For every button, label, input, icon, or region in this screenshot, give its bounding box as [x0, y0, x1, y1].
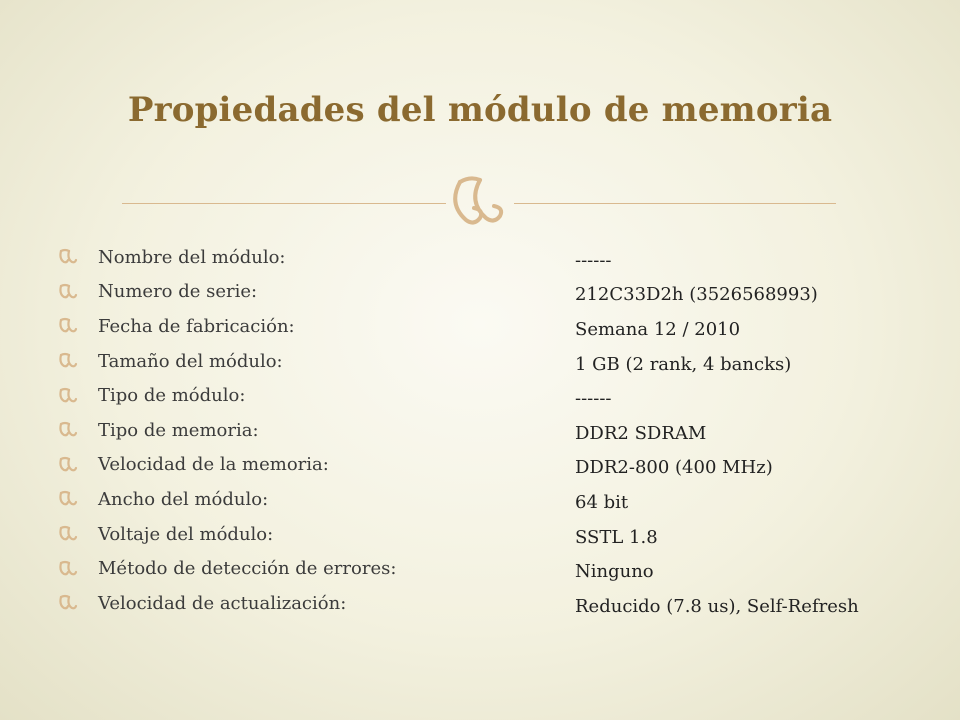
list-item	[58, 482, 396, 517]
property-label: Fecha de fabricación:	[98, 315, 295, 337]
property-label: Velocidad de la memoria:	[98, 454, 329, 476]
list-item	[58, 378, 396, 413]
slide-title: Propiedades del módulo de memoria	[127, 90, 833, 130]
property-label-list	[58, 240, 396, 621]
double-scroll-bullet-icon	[58, 456, 98, 474]
property-value: 212C33D2h (3526568993)	[575, 284, 818, 306]
double-scroll-bullet-icon	[58, 594, 98, 612]
property-label: Ancho del módulo:	[98, 488, 269, 510]
property-label: Velocidad de actualización:	[98, 592, 347, 614]
double-scroll-bullet-icon	[58, 421, 98, 439]
double-scroll-bullet-icon	[58, 352, 98, 370]
property-label: Tipo de módulo:	[98, 385, 246, 407]
list-item	[58, 517, 396, 552]
property-label: Voltaje del módulo:	[98, 523, 274, 545]
double-scroll-bullet-icon	[58, 283, 98, 301]
property-value: ------	[575, 388, 612, 410]
property-value: Reducido (7.8 us), Self-Refresh	[575, 595, 859, 617]
list-item	[58, 344, 396, 379]
list-item	[58, 551, 396, 586]
property-label: Nombre del módulo:	[98, 246, 286, 268]
divider-line-left	[122, 203, 446, 204]
property-value: ------	[575, 249, 612, 271]
double-scroll-bullet-icon	[58, 560, 98, 578]
property-value: SSTL 1.8	[575, 526, 658, 548]
property-value: Ninguno	[575, 561, 654, 583]
list-item	[58, 413, 396, 448]
property-value: 64 bit	[575, 491, 629, 513]
list-item	[58, 586, 396, 621]
divider-line-right	[514, 203, 836, 204]
property-label: Método de detección de errores:	[98, 558, 397, 580]
double-scroll-bullet-icon	[58, 317, 98, 335]
list-item	[58, 275, 396, 310]
scroll-ornament-icon	[446, 172, 514, 226]
property-value: Semana 12 / 2010	[575, 318, 741, 340]
list-item	[58, 309, 396, 344]
property-value-list	[575, 243, 859, 624]
double-scroll-bullet-icon	[58, 525, 98, 543]
property-label: Numero de serie:	[98, 281, 258, 303]
list-item	[58, 240, 396, 275]
property-value: DDR2-800 (400 MHz)	[575, 457, 773, 479]
double-scroll-bullet-icon	[58, 387, 98, 405]
list-item	[58, 448, 396, 483]
property-value: 1 GB (2 rank, 4 bancks)	[575, 353, 792, 375]
double-scroll-bullet-icon	[58, 490, 98, 508]
property-label: Tipo de memoria:	[98, 419, 259, 441]
property-label: Tamaño del módulo:	[98, 350, 283, 372]
double-scroll-bullet-icon	[58, 248, 98, 266]
property-value: DDR2 SDRAM	[575, 422, 707, 444]
